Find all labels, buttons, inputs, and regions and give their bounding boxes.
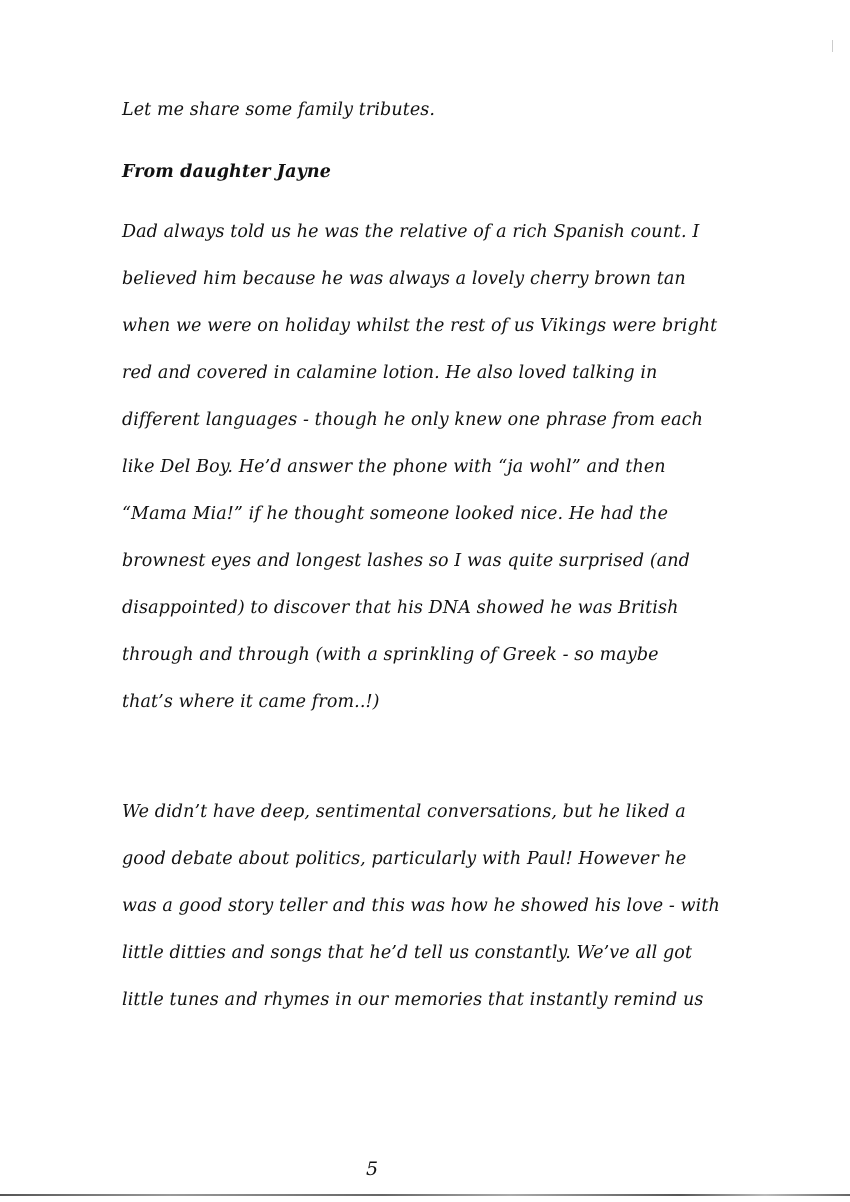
- intro-text: Let me share some family tributes.: [122, 100, 436, 120]
- section-heading: From daughter Jayne: [122, 162, 331, 182]
- paragraph-line: brownest eyes and longest lashes so I was quite surprised (and: [122, 551, 690, 571]
- paragraph-line: red and covered in calamine lotion. He also loved talking in: [122, 363, 658, 383]
- paragraph-line: little ditties and songs that he’d tell us constantly. We’ve all got: [122, 943, 693, 963]
- paragraph-line: like Del Boy. He’d answer the phone with “ja wohl” and then: [122, 457, 666, 477]
- paragraph-line: was a good story teller and this was how he showed his love - with: [122, 896, 720, 916]
- paragraph-line: that’s where it came from..!): [122, 692, 380, 712]
- paragraph-line: We didn’t have deep, sentimental conversations, but he liked a: [122, 802, 686, 822]
- paragraph-line: through and through (with a sprinkling of Greek - so maybe: [122, 645, 659, 665]
- paragraph-line: disappointed) to discover that his DNA showed he was British: [122, 598, 679, 618]
- paragraph-line: Dad always told us he was the relative of a rich Spanish count. I: [122, 222, 700, 242]
- paragraph-line: when we were on holiday whilst the rest of us Vikings were bright: [122, 316, 718, 336]
- bottom-rule: [0, 1194, 850, 1196]
- paragraph-line: little tunes and rhymes in our memories that instantly remind us: [122, 990, 704, 1010]
- scan-artifact: [832, 40, 833, 52]
- paragraph-line: different languages - though he only knew one phrase from each: [122, 410, 703, 430]
- paragraph-line: “Mama Mia!” if he thought someone looked nice. He had the: [122, 504, 669, 524]
- page-number: 5: [366, 1158, 379, 1180]
- paragraph-line: good debate about politics, particularly with Paul! However he: [122, 849, 687, 869]
- paragraph-line: believed him because he was always a lovely cherry brown tan: [122, 269, 686, 289]
